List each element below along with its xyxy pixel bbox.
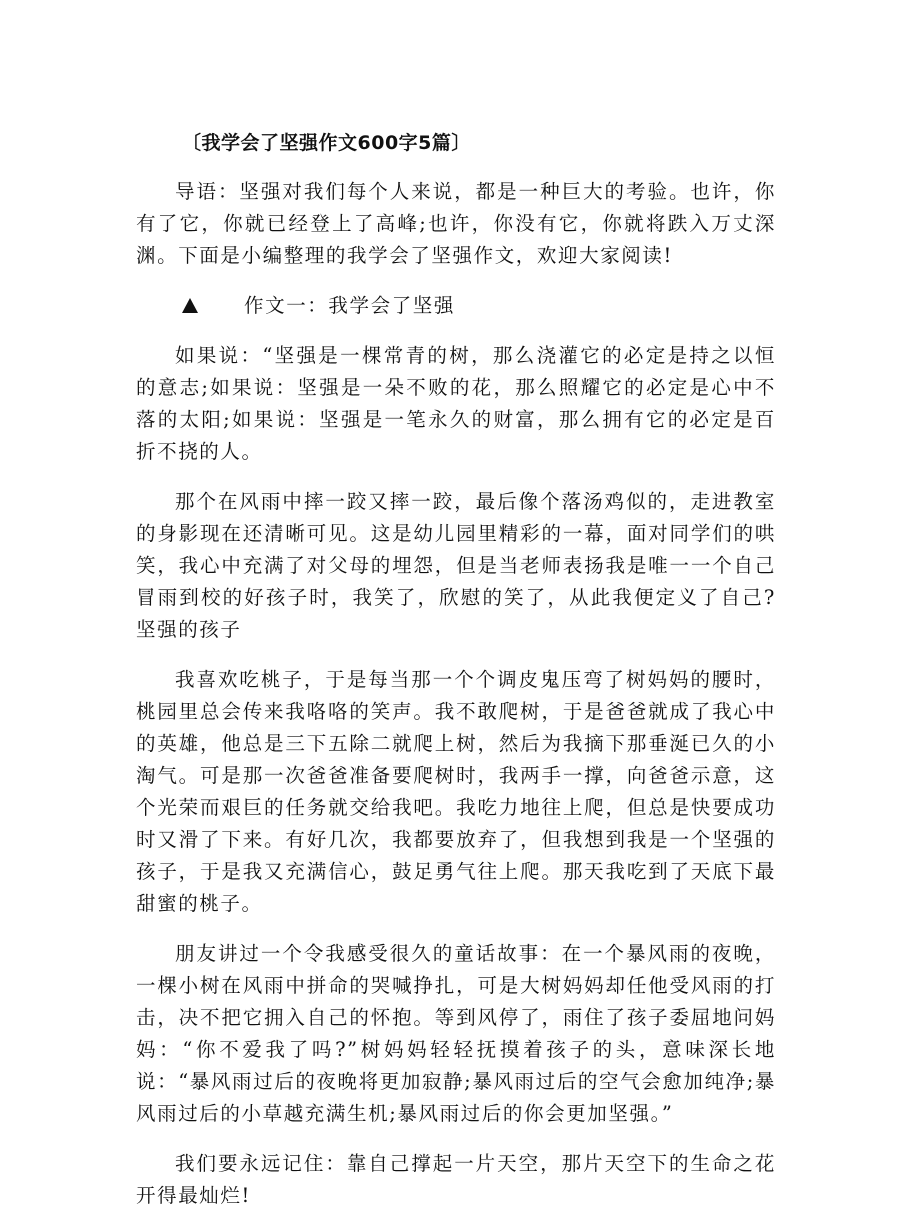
section-heading-text: 作文一：我学会了坚强: [244, 294, 456, 317]
document-body: [136, 176, 776, 1230]
body-paragraph: 朋友讲过一个令我感受很久的童话故事：在一个暴风雨的夜晚，一棵小树在风雨中拼命的哭喊挣扎，可是大树妈妈却任他受风雨的打击，决不把它拥入自己的怀抱。等到风停了，雨住了孩子委屈地问妈妈：“你不爱我了吗?”树妈妈轻轻抚摸着孩子的头，意味深长地说：“暴风雨过后的夜晚将更加寂静;暴风雨过后的空气会愈加纯净;暴风雨过后的小草越充满生机;暴风雨过后的你会更加坚强。”: [136, 942, 776, 1125]
body-paragraph: 我喜欢吃桃子，于是每当那一个个调皮鬼压弯了树妈妈的腰时，桃园里总会传来我咯咯的笑声。我不敢爬树，于是爸爸就成了我心中的英雄，他总是三下五除二就爬上树，然后为我摘下那垂涎已久的小淘气。可是那一次爸爸准备要爬树时，我两手一撑，向爸爸示意，这个光荣而艰巨的任务就交给我吧。我吃力地往上爬，但总是快要成功时又滑了下来。有好几次，我都要放弃了，但我想到我是一个坚强的孩子，于是我又充满信心，鼓足勇气往上爬。那天我吃到了天底下最甜蜜的桃子。: [136, 668, 776, 915]
triangle-icon: [182, 298, 198, 313]
body-paragraph: 那个在风雨中摔一跤又摔一跤，最后像个落汤鸡似的，走进教室的身影现在还清晰可见。这是幼儿园里精彩的一幕，面对同学们的哄笑，我心中充满了对父母的埋怨，但是当老师表扬我是唯一一个自己冒雨到校的好孩子时，我笑了，欣慰的笑了，从此我便定义了自己?坚强的孩子: [136, 490, 776, 641]
section-heading: [136, 290, 776, 322]
body-paragraph: 我们要永远记住：靠自己撑起一片天空，那片天空下的生命之花开得最灿烂!: [136, 1152, 776, 1207]
document-title: 〔我学会了坚强作文600字5篇〕: [182, 132, 471, 154]
body-paragraph: 如果说：“坚强是一棵常青的树，那么浇灌它的必定是持之以恒的意志;如果说：坚强是一朵不败的花，那么照耀它的必定是心中不落的太阳;如果说：坚强是一笔永久的财富，那么拥有它的必定是百折不挠的人。: [136, 344, 776, 463]
intro-paragraph: 导语：坚强对我们每个人来说，都是一种巨大的考验。也许，你有了它，你就已经登上了高峰;也许，你没有它，你就将跌入万丈深渊。下面是小编整理的我学会了坚强作文，欢迎大家阅读!: [136, 180, 776, 267]
